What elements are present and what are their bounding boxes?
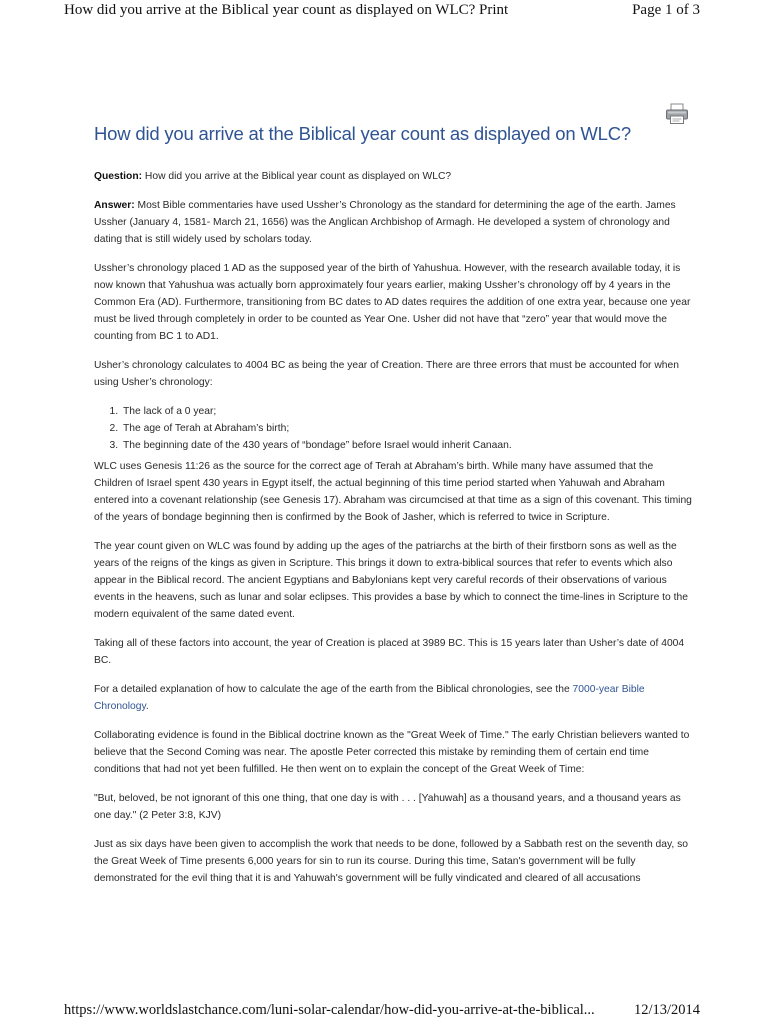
print-footer [64,1002,700,1024]
question-text: How did you arrive at the Biblical year count as displayed on WLC? [142,171,452,182]
errors-list [94,403,694,454]
print-header-page-number: Page 1 of 3 [632,2,700,18]
scripture-quote: "But, beloved, be not ignorant of this one thing, that one day is with . . . [Yahuwah] as a thousand years, and a thousand years as one day." (2 Peter 3:8, KJV) [94,793,681,821]
question-label: Question: [94,171,143,182]
print-header [64,0,700,24]
article [94,120,694,899]
list-item: 3. The beginning date of the 430 years of “bondage” before Israel would inherit Canaan. [121,437,694,454]
article-heading: How did you arrive at the Biblical year count as displayed on WLC? [94,123,631,144]
print-header-title: How did you arrive at the Biblical year count as displayed on WLC? Print [64,2,509,18]
paragraph-great-week: Collaborating evidence is found in the Biblical doctrine known as the "Great Week of Time." The early Christian believers wanted to believe that the Second Coming was near. The apostle Peter corrected this mistake by reminding them of certain end time conditions that had not yet been fulfilled. He then went on to explain the concept of the Great Week of Time: [94,730,690,775]
question-paragraph [94,168,694,185]
print-footer-date: 12/13/2014 [633,1002,700,1018]
paragraph-ussher-ad: Ussher’s chronology placed 1 AD as the supposed year of the birth of Yahushua. However, with the research available today, it is now known that Yahushua was actually born approximately four years earlier, making Ussher’s chronology off by 4 years in the Common Era (AD). Furthermore, transitioning from BC dates to AD dates requires the addition of one extra year, because one year must be lived through completely in order to be counted as Year One. Usher did not have that “zero” year that would move the counting from BC 1 to AD1. [94,263,691,342]
paragraph-year-count: The year count given on WLC was found by adding up the ages of the patriarchs at the birth of their firstborn sons as well as the years of the reigns of the kings as given in Scripture. This brings it down to extra-biblical sources that refer to events which also appear in the Biblical record. The ancient Egyptians and Babylonians kept very careful records of their observations of various events in the heavens, such as lunar and solar eclipses. This provides a base by which to connect the time-lines in Scripture to the modern equivalent of the same dated event. [94,541,688,620]
chronology-link-suffix: . [145,701,149,712]
list-item: 1. The lack of a 0 year; [121,403,694,420]
paragraph-creation-errors-intro: Usher’s chronology calculates to 4004 BC as being the year of Creation. There are three errors that must be accounted for when using Usher’s chronology: [94,360,679,388]
answer-paragraph [94,197,694,248]
answer-text: Most Bible commentaries have used Ussher’s Chronology as the standard for determining the age of the earth. James Ussher (January 4, 1581- March 21, 1656) was the Anglican Archbishop of Armagh. He developed a system of chronology and dating that is still widely used by scholars today. [94,200,676,245]
paragraph-six-days: Just as six days have been given to accomplish the work that needs to be done, followed by a Sabbath rest on the seventh day, so the Great Week of Time presents 6,000 years for sin to run its course. During this time, Satan's government will be fully demonstrated for the evil thing that it is and Yahuwah's government will be fully vindicated and cleared of all accusations [94,839,688,884]
paragraph-creation-date: Taking all of these factors into account, the year of Creation is placed at 3989 BC. This is 15 years later than Usher’s date of 4004 BC. [94,638,685,666]
chronology-link[interactable]: 7000-year Bible Chronology [94,684,645,712]
list-item: 2. The age of Terah at Abraham’s birth; [121,420,694,437]
print-footer-url: https://www.worldslastchance.com/luni-solar-calendar/how-did-you-arrive-at-the-biblical... [64,1002,595,1018]
paragraph-chronology-link [94,681,694,715]
paragraph-genesis-source: WLC uses Genesis 11:26 as the source for the correct age of Terah at Abraham’s birth. While many have assumed that the Children of Israel spent 430 years in Egypt itself, the actual beginning of this time period started when Yahuwah and Abraham entered into a covenant relationship (see Genesis 17). Abraham was circumcised at that time as a sign of this covenant. This timing of the years of bondage beginning then is confirmed by the Book of Jasher, which is referred to twice in Scripture. [94,461,692,523]
answer-label: Answer: [94,200,135,211]
chronology-link-prefix: For a detailed explanation of how to calculate the age of the earth from the Biblical chronologies, see the [94,684,573,695]
